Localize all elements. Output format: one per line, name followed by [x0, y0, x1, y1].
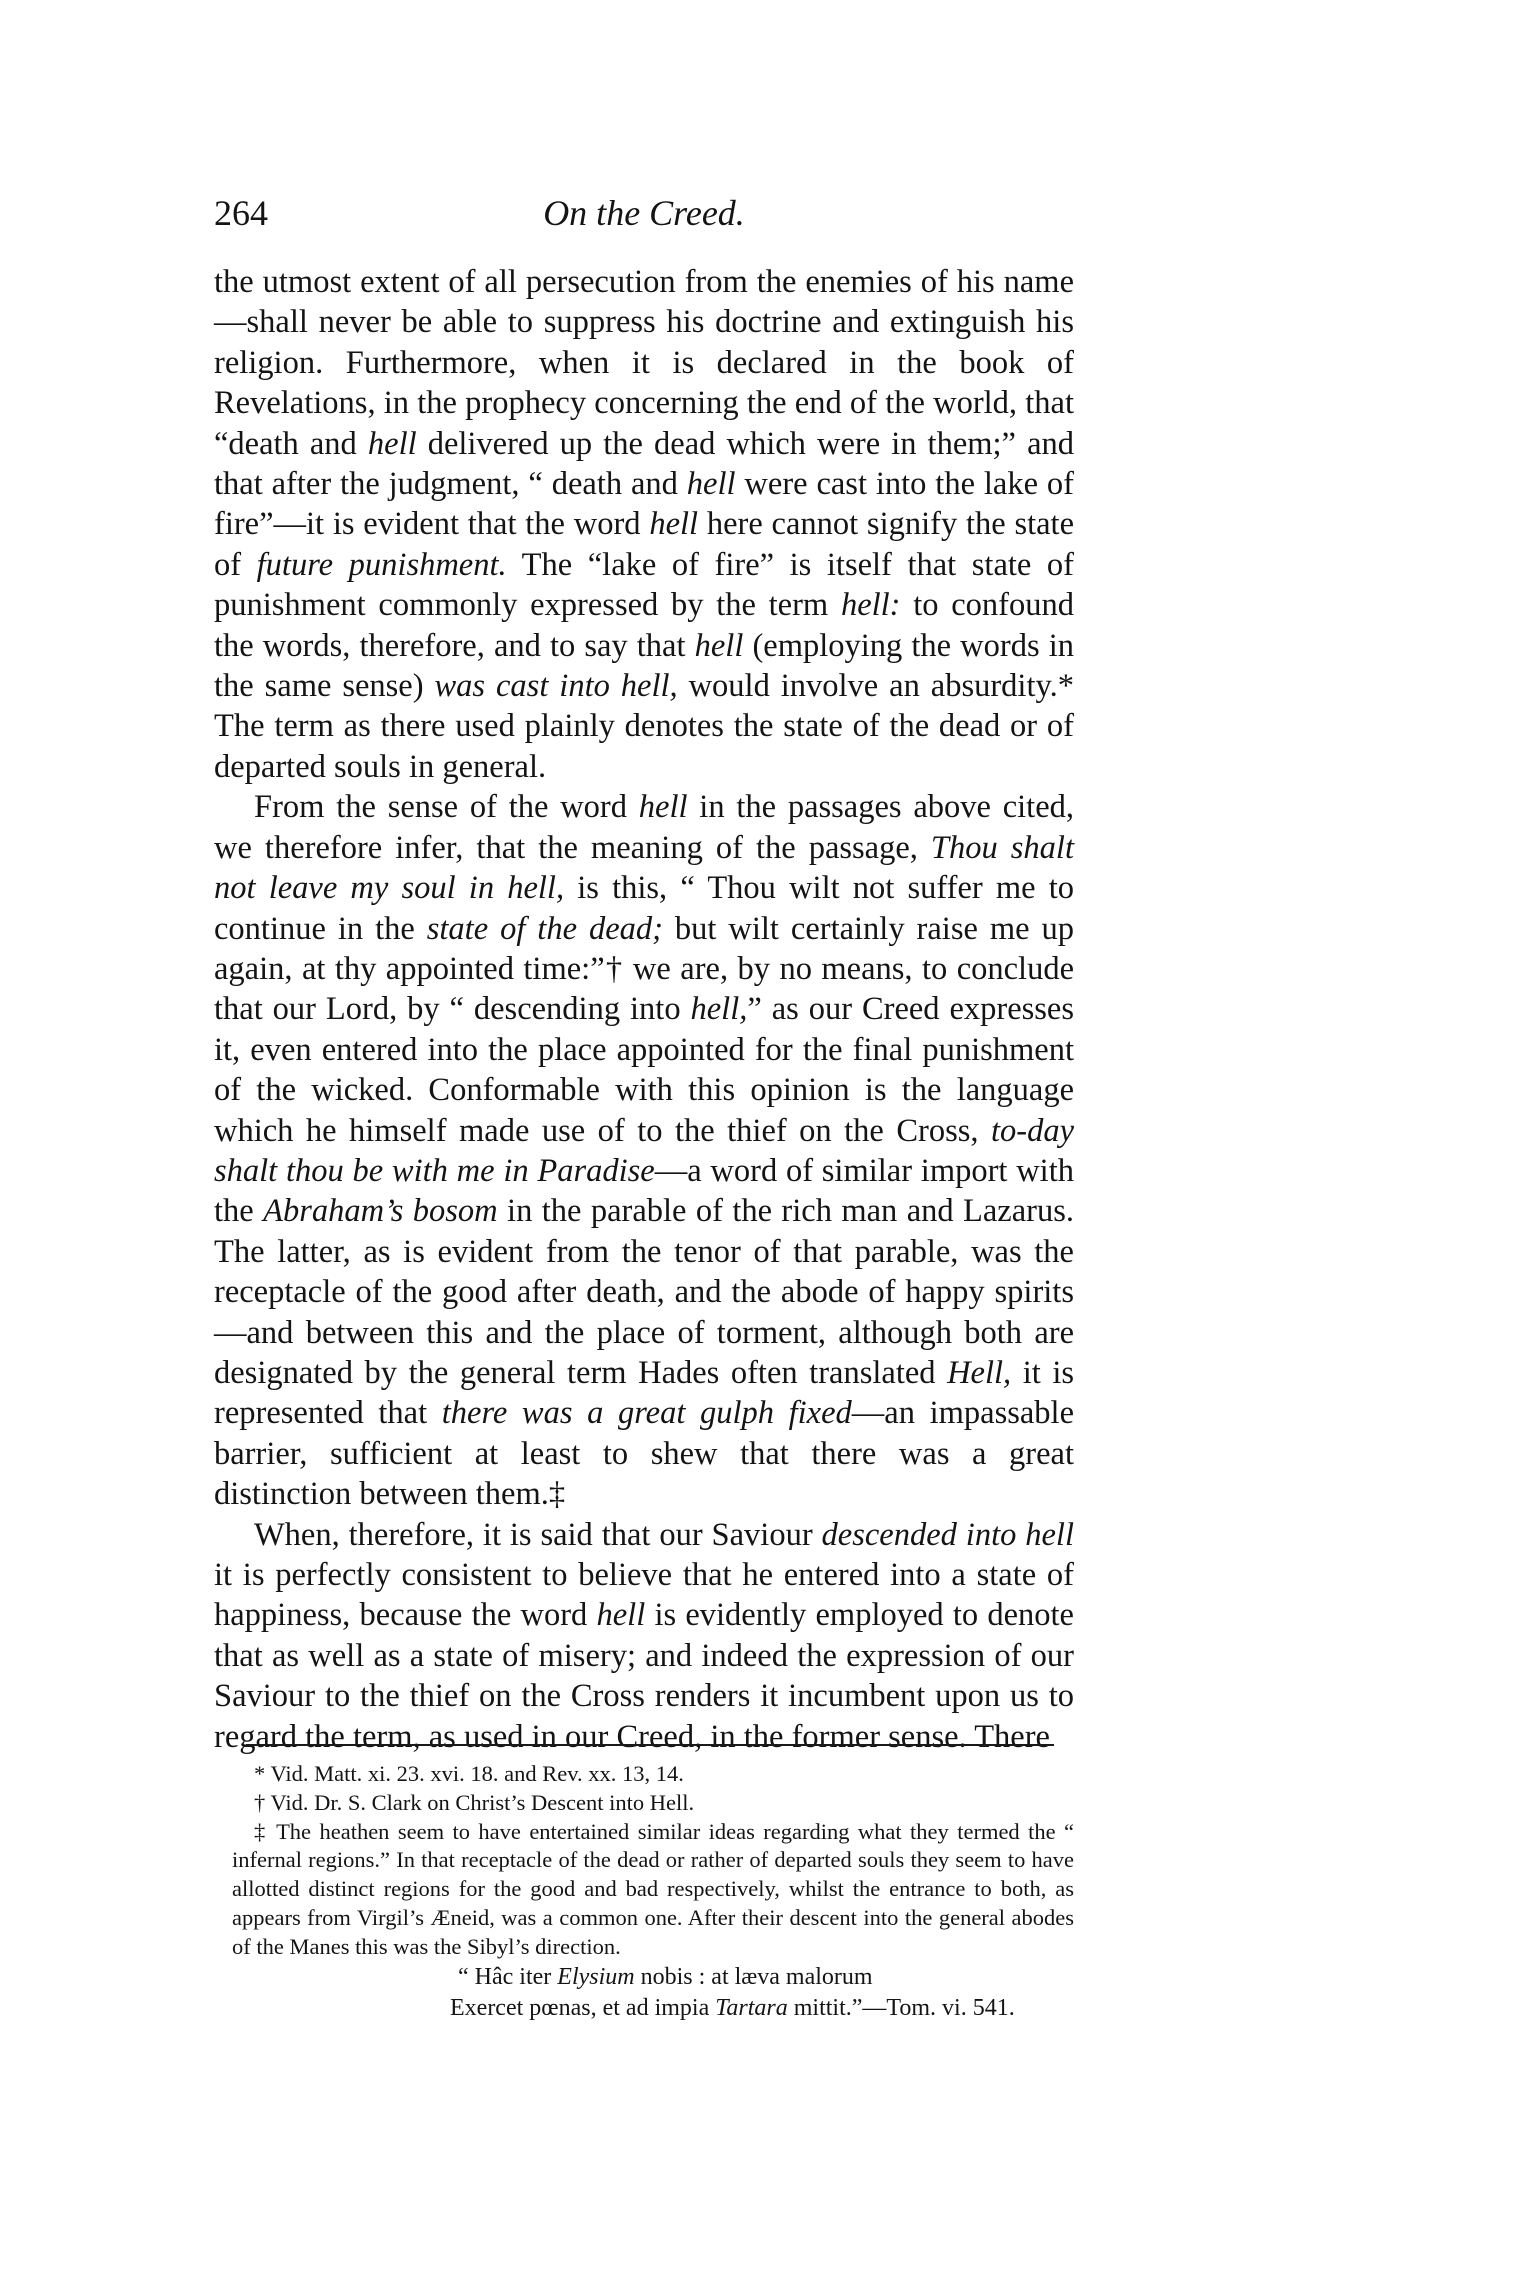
paragraph-1: [214, 262, 1074, 787]
page-header: [214, 186, 1074, 246]
footnote-3: ‡ The heathen seem to have entertained similar ideas regarding what they termed the “ infernal regions.” In that receptacle of the dead or rather of departed souls they seem to have allotted distinct regions for the good and bad respectively, whilst the entrance to both, as appears from Virgil’s Æneid, was a common one. After their descent into the general abodes of the Manes this was the Sibyl’s direction.: [232, 1818, 1074, 1959]
text-run: When, therefore, it is said that our Saviour: [254, 1516, 822, 1553]
italic-run: hell: [367, 425, 417, 462]
text-run: nobis : at læva malorum: [634, 1963, 873, 1990]
text-run: it is represented that: [214, 1354, 1074, 1432]
italic-run: Tartara: [715, 1994, 788, 2021]
main-text: [214, 262, 1074, 1757]
running-title: On the Creed.: [543, 193, 745, 233]
text-run: to confound the words, therefore, and to say that: [214, 587, 1074, 664]
text-run: in the passages above cited, we therefore infer, that the meaning of the passage,: [214, 789, 1074, 866]
italic-run: hell: [638, 789, 688, 826]
italic-run: hell:: [840, 587, 901, 624]
text-run: “ Hâc iter: [458, 1963, 558, 1990]
italic-run: Elysium: [557, 1963, 635, 1990]
text-run: (employing the words in the same sense): [214, 627, 1074, 705]
paragraph-3: [214, 1515, 1074, 1757]
paragraph-2: [214, 787, 1074, 1514]
italic-run: Thou shalt not leave my soul in hell,: [214, 829, 1074, 907]
italic-run: hell: [686, 466, 736, 503]
italic-run: there was a great gulph fixed: [441, 1395, 852, 1432]
footnote-divider: [246, 1744, 1054, 1746]
text-run: The “lake of fire” is itself that state of punishment commonly expressed by the term: [214, 546, 1074, 624]
text-run: ” as our Creed expresses it, even entered into the place appointed for the final punishment of the wicked. Conformable with this opinion is the language which he himself made use of to the thief on the Cross,: [214, 991, 1075, 1149]
text-run: delivered up the dead which were in them;” and that after the judgment, “ death and: [214, 425, 1074, 503]
verse-line-2: [232, 1993, 1074, 2024]
text-run: From the sense of the word: [254, 789, 639, 826]
text-run: —a word of similar import with the: [214, 1152, 1074, 1230]
italic-run: to-day shalt thou be with me in Paradise: [214, 1112, 1074, 1189]
footnote-1: * Vid. Matt. xi. 23. xvi. 18. and Rev. xx. 13, 14.: [254, 1761, 684, 1786]
text-run: were cast into the lake of fire”—it is evident that the word: [214, 466, 1074, 543]
italic-run: descended into hell: [821, 1516, 1074, 1553]
italic-run: hell: [694, 627, 744, 664]
text-run: but wilt certainly raise me up again, at thy appointed time:”† we are, by no means, to conclude that our Lord, by “ descending into: [214, 910, 1074, 1028]
text-run: the utmost extent of all persecution from the enemies of his name—shall never be able to suppress his doctrine and extinguish his religion. Furthermore, when it is declared in the book of Revelations, in the prophecy concerning the end of the world, that “death and: [214, 264, 1074, 462]
italic-run: hell: [596, 1597, 646, 1634]
italic-run: future punishment.: [256, 546, 507, 583]
text-run: here cannot signify the state of: [214, 506, 1075, 583]
text-run: Exercet pœnas, et ad impia: [450, 1994, 716, 2021]
italic-run: hell: [649, 506, 699, 543]
footnotes: [232, 1760, 1074, 2024]
footnote-2: † Vid. Dr. S. Clark on Christ’s Descent into Hell.: [254, 1789, 695, 1815]
text-run: in the parable of the rich man and Lazarus. The latter, as is evident from the tenor of that parable, was the receptacle of the good after death, and the abode of happy spirits—and between this and the place of torment, although both are designated by the general term Hades often translated: [214, 1193, 1074, 1391]
text-run: would involve an absurdity.* The term as there used plainly denotes the state of the dead or of departed souls in general.: [214, 668, 1074, 785]
italic-run: Hell,: [947, 1354, 1012, 1391]
italic-run: was cast into hell,: [434, 668, 678, 705]
text-run: —an impassable barrier, sufficient at least to shew that there was a great distinction between them.‡: [214, 1395, 1074, 1513]
text-run: it is perfectly consistent to believe that he entered into a state of happiness, because the word: [214, 1557, 1074, 1634]
page-number: 264: [214, 193, 268, 233]
italic-run: Abraham’s bosom: [263, 1193, 498, 1230]
text-run: mittit.”—Tom. vi. 541.: [787, 1994, 1015, 2021]
text-run: is evidently employed to denote that as well as a state of misery; and indeed the expression of our Saviour to the thief on the Cross renders it incumbent upon us to regard the term, as used in our Creed, in the former sense. There: [214, 1597, 1074, 1755]
italic-run: hell,: [690, 991, 748, 1028]
text-run: is this, “ Thou wilt not suffer me to continue in the: [214, 870, 1074, 947]
verse-line-1: [232, 1962, 1074, 1993]
italic-run: state of the dead;: [426, 910, 663, 947]
